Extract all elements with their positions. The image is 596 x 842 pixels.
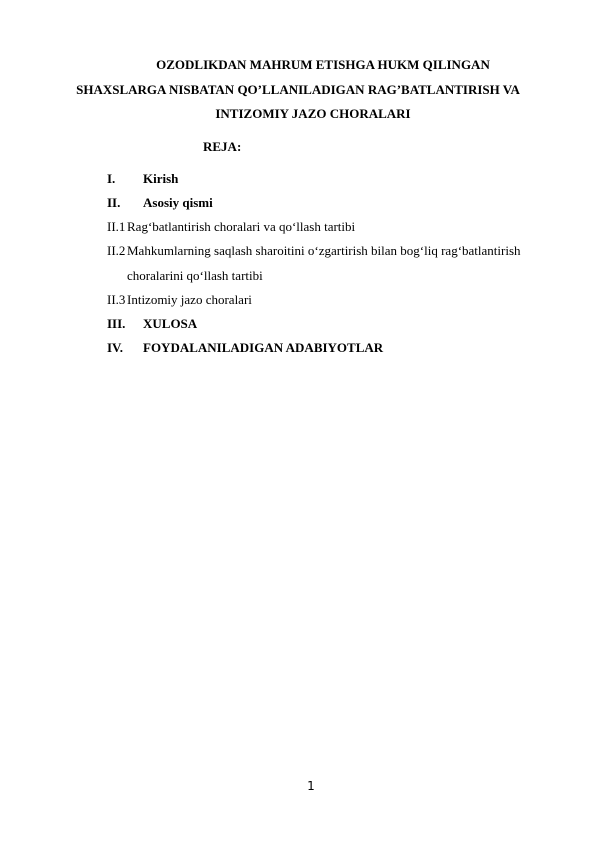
plan-item-number: III.: [107, 316, 126, 331]
plan-item-text: Rag‘batlantirish choralari va qo‘llash tartibi: [127, 219, 356, 234]
plan-item-number: I.: [107, 171, 116, 186]
plan-item-text: Mahkumlarning saqlash sharoitini o‘zgartirish bilan bog‘liq rag‘batlantirish: [127, 243, 521, 258]
plan-item-text: Asosiy qismi: [143, 195, 213, 210]
plan-item-number: IV.: [107, 340, 124, 355]
plan-item-text: Intizomiy jazo choralari: [127, 292, 252, 307]
plan-heading: REJA:: [203, 139, 242, 154]
plan-item-number: II.: [107, 195, 121, 210]
plan-item-number: II.3: [107, 292, 126, 307]
title-line-2: SHAXSLARGA NISBATAN QO’LLANILADIGAN RAG’BATLANTIRISH VA: [76, 82, 520, 97]
page-number: 1: [307, 779, 315, 793]
plan-item-text: Kirish: [143, 171, 179, 186]
title-line-3: INTIZOMIY JAZO CHORALARI: [215, 106, 411, 121]
plan-item-text: XULOSA: [143, 316, 198, 331]
title-line-1: OZODLIKDAN MAHRUM ETISHGA HUKM QILINGAN: [156, 57, 490, 72]
plan-item-number: II.2: [107, 243, 126, 258]
plan-item-text: FOYDALANILADIGAN ADABIYOTLAR: [143, 340, 384, 355]
plan-item-text-continuation: choralarini qo‘llash tartibi: [127, 268, 263, 283]
plan-item-number: II.1: [107, 219, 126, 234]
